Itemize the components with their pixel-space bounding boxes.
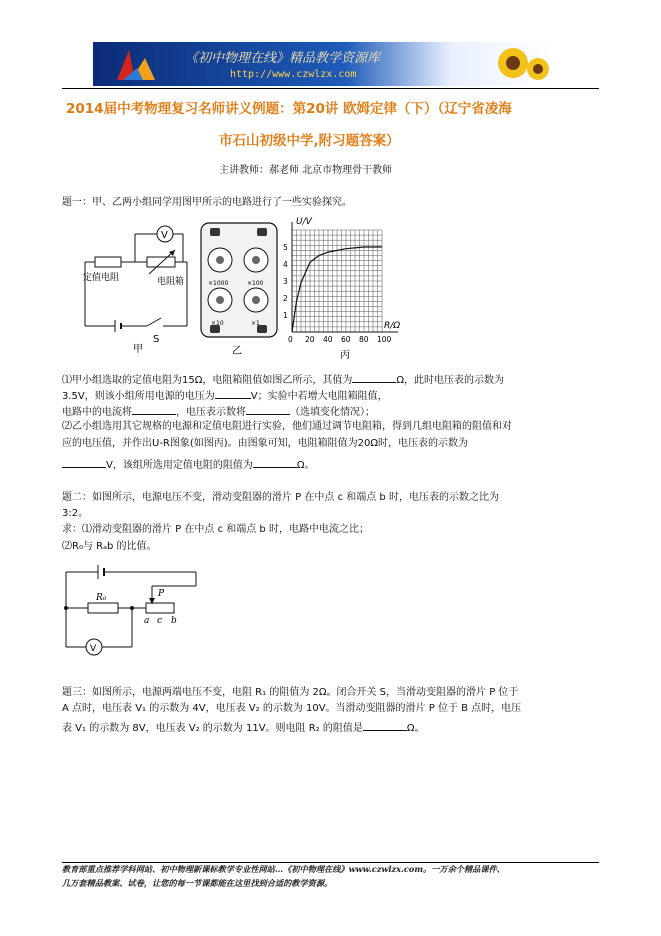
dial-label-1: ×1 <box>251 320 260 327</box>
q3-line3 <box>62 719 425 735</box>
q1-p6-b: Ω。 <box>296 460 315 471</box>
q3-line2: A 点时，电压表 V₁ 的示数为 4V，电压表 V₂ 的示数为 10V。当滑动变阻器的滑片 P 位于 B 点时，电压 <box>62 703 522 714</box>
q1-p3-c: （选填变化情况）； <box>290 407 375 418</box>
q1-p3-b: ，电压表示数将 <box>176 407 246 418</box>
q1-p2 <box>62 387 388 403</box>
q1-intro: 题一：甲、乙两小组同学用图甲所示的电路进行了一些实验探究。 <box>62 197 352 208</box>
q1-p6-a: V，该组所选用定值电阻的阻值为 <box>106 460 253 471</box>
chart-x-tick-label: 0 <box>288 335 293 344</box>
chart-xlabel: R/Ω <box>384 321 401 331</box>
q2-fig-voltmeter: V <box>90 644 97 654</box>
fig-jia-voltmeter: V <box>161 230 168 241</box>
q2-line2: 3:2。 <box>62 508 89 519</box>
author-line: 主讲教师：郝老师 北京市物理骨干教师 <box>219 165 393 176</box>
q1-p4: ⑵乙小组选用其它规格的电源和定值电阻进行实验，他们通过调节电阻箱，得到几组电阻箱的阻值和对 <box>62 421 512 432</box>
q2-line3: 求：⑴滑动变阻器的滑片 P 在中点 c 和端点 b 时，电路中电流之比； <box>62 524 369 535</box>
footer-rule <box>62 862 599 863</box>
q1-p6 <box>62 456 315 472</box>
q1-p3-a: 电路中的电流将 <box>62 407 132 418</box>
chart-y-tick-label: 4 <box>283 260 288 269</box>
q1-p2-b: V；实验中若增大电阻箱阻值， <box>250 391 388 402</box>
q2-fig-a: a <box>144 616 150 626</box>
q1-p1 <box>62 371 504 387</box>
q2-fig-r0: R₀ <box>96 593 107 603</box>
q1-p1-a: ⑴甲小组选取的定值电阻为15Ω，电阻箱阻值如图乙所示，其值为 <box>62 375 353 386</box>
dial-label-1000: ×1000 <box>208 280 229 287</box>
q2-line1: 题二：如图所示，电源电压不变，滑动变阻器的滑片 P 在中点 c 和端点 b 时，电压表的示数之比为 <box>62 492 499 503</box>
q1-figure-jia <box>75 222 195 354</box>
q1-blank-6[interactable] <box>253 456 297 468</box>
banner-title: 《初中物理在线》精品教学资源库 <box>185 51 381 66</box>
q1-figure-bing-chart <box>280 212 440 362</box>
q1-p3 <box>62 403 375 419</box>
sunflower-image <box>493 43 551 85</box>
banner-url[interactable]: http://www.czwlzx.com <box>230 69 357 80</box>
q2-fig-b: b <box>171 616 177 626</box>
chart-y-tick-label: 3 <box>283 277 288 286</box>
q3-blank-1[interactable] <box>363 719 407 731</box>
page-title-line1: 2014届中考物理复习名师讲义例题：第20讲 欧姆定律（下）（辽宁省凌海 <box>66 101 512 117</box>
q2-line4: ⑵R₀与 Rₐb 的比值。 <box>62 541 157 552</box>
chart-y-tick-label: 1 <box>283 311 288 320</box>
q2-circuit-figure <box>62 560 212 660</box>
fig-bing-caption: 丙 <box>340 350 350 361</box>
fig-jia-fixed-resistor: 定值电阻 <box>83 273 120 283</box>
logo-icon <box>109 44 169 84</box>
q2-fig-p: P <box>158 589 165 599</box>
chart-x-tick-label: 60 <box>341 335 351 344</box>
q2-fig-c: c <box>157 616 163 626</box>
header-rule <box>62 88 599 89</box>
dial-label-100: ×100 <box>247 280 264 287</box>
chart-x-tick-label: 40 <box>323 335 333 344</box>
chart-x-tick-label: 80 <box>359 335 369 344</box>
q1-p5: 应的电压值，并作出U-R图象(如图丙)。由图象可知，电阻箱阻值为20Ω时，电压表的示数为 <box>62 438 469 449</box>
footer-line2: 几万套精品教案、试卷，让您的每一节课都能在这里找到合适的教学资源。 <box>62 878 333 888</box>
fig-yi-caption: 乙 <box>232 346 242 357</box>
fig-jia-caption: 甲 <box>133 344 143 354</box>
q1-blank-4[interactable] <box>246 403 290 415</box>
chart-x-tick-label: 20 <box>305 335 315 344</box>
page-title-line2: 市石山初级中学,附习题答案） <box>219 133 400 149</box>
chart-ylabel: U/V <box>296 217 312 227</box>
chart-y-tick-label: 5 <box>283 243 288 252</box>
footer-line1: 教育部重点推荐学科网站、初中物理新课标教学专业性网站…《初中物理在线》www.czwlzx.com。一万余个精品课件、 <box>62 864 505 874</box>
chart-x-tick-label: 100 <box>377 335 392 344</box>
q1-blank-2[interactable] <box>215 387 251 399</box>
q1-figure-yi <box>200 222 282 362</box>
q1-p2-a: 3.5V，则该小组所用电源的电压为 <box>62 391 215 402</box>
dial-label-10: ×10 <box>211 320 224 327</box>
q3-line1: 题三：如图所示，电源两端电压不变，电阻 R₁ 的阻值为 2Ω。闭合开关 S，当滑动变阻器的滑片 P 位于 <box>62 687 519 698</box>
q1-blank-3[interactable] <box>132 403 176 415</box>
q1-blank-5[interactable] <box>62 456 106 468</box>
fig-jia-resistor-box: 电阻箱 <box>157 277 185 287</box>
q3-line3-b: Ω。 <box>406 723 425 734</box>
fig-jia-switch: S <box>153 334 160 345</box>
q1-p1-b: Ω，此时电压表的示数为 <box>396 375 505 386</box>
chart-y-tick-label: 2 <box>283 294 288 303</box>
q3-line3-a: 表 V₁ 的示数为 8V，电压表 V₂ 的示数为 11V。则电阻 R₂ 的阻值是 <box>62 723 363 734</box>
q1-blank-1[interactable] <box>352 371 396 383</box>
